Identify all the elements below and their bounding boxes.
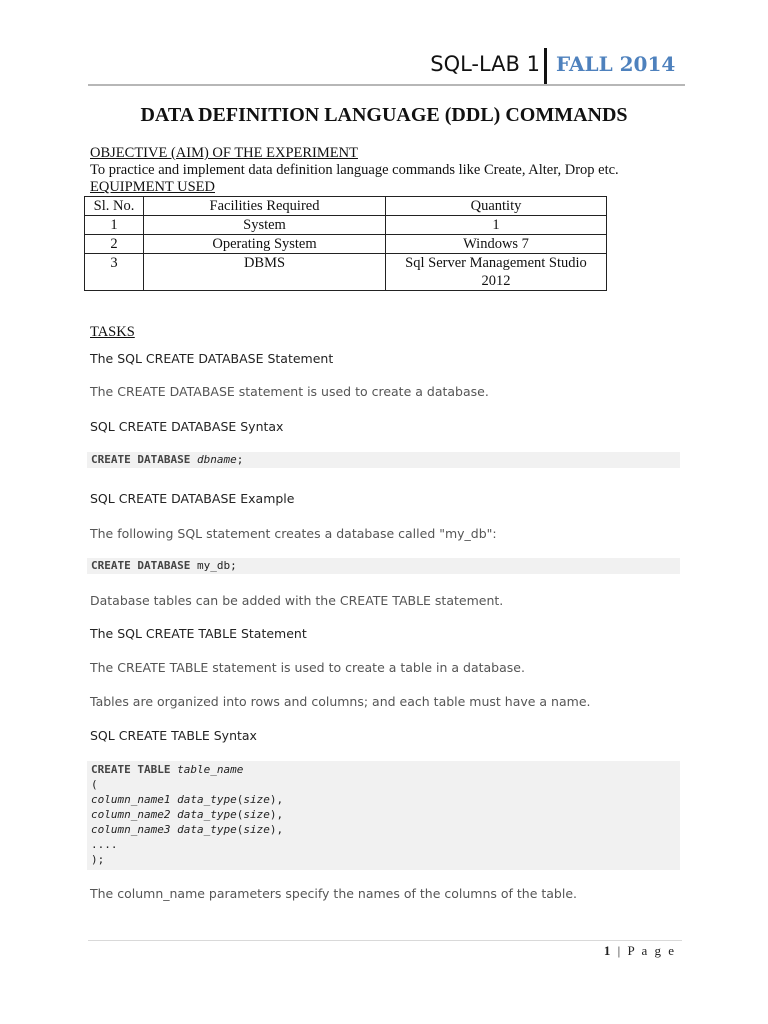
header-separator xyxy=(544,48,547,84)
table-cell: DBMS xyxy=(144,254,386,291)
create-table-note: Tables are organized into rows and columns; and each table must have a name. xyxy=(90,694,591,709)
equipment-heading: EQUIPMENT USED xyxy=(90,179,215,195)
table-cell: 2 xyxy=(85,235,144,254)
code-argument: my_db; xyxy=(196,559,237,572)
page-title: DATA DEFINITION LANGUAGE (DDL) COMMANDS xyxy=(140,104,628,126)
create-db-syntax-code xyxy=(87,452,680,468)
create-db-example-code xyxy=(87,558,680,574)
create-table-syntax-code xyxy=(87,761,680,870)
objective-text: To practice and implement data definition language commands like Create, Alter, Drop etc. xyxy=(90,162,619,178)
table-row xyxy=(85,254,607,291)
create-db-example-heading: SQL CREATE DATABASE Example xyxy=(90,491,295,506)
column-header-facilities: Facilities Required xyxy=(144,197,386,216)
page-label: | P a g e xyxy=(617,943,676,958)
create-table-description: The CREATE TABLE statement is used to create a table in a database. xyxy=(90,660,525,675)
table-cell: 3 xyxy=(85,254,144,291)
objective-heading: OBJECTIVE (AIM) OF THE EXPERIMENT xyxy=(90,145,358,161)
table-cell: System xyxy=(144,216,386,235)
create-db-description: The CREATE DATABASE statement is used to create a database. xyxy=(90,384,489,399)
code-table-name: table_name xyxy=(177,763,244,776)
table-cell: Sql Server Management Studio 2012 xyxy=(386,254,607,291)
code-keyword: CREATE DATABASE xyxy=(91,559,191,572)
table-cell: Operating System xyxy=(144,235,386,254)
tables-note: Database tables can be added with the CREATE TABLE statement. xyxy=(90,593,504,608)
create-table-heading: The SQL CREATE TABLE Statement xyxy=(90,626,307,641)
footer-rule xyxy=(88,940,682,941)
page-header xyxy=(88,48,685,86)
code-argument: dbname xyxy=(196,453,237,466)
table-cell: 1 xyxy=(85,216,144,235)
code-open-paren: ( xyxy=(91,778,98,791)
code-keyword: CREATE DATABASE xyxy=(91,453,191,466)
column-param-description: The column_name parameters specify the names of the columns of the table. xyxy=(90,886,577,901)
header-lab-label: SQL-LAB 1 xyxy=(430,52,540,76)
code-column-line: column_name3 data_type(size), xyxy=(91,823,284,836)
create-table-syntax-heading: SQL CREATE TABLE Syntax xyxy=(90,728,257,743)
table-cell: Windows 7 xyxy=(386,235,607,254)
create-db-heading: The SQL CREATE DATABASE Statement xyxy=(90,351,334,366)
code-column-line: column_name2 data_type(size), xyxy=(91,808,284,821)
code-column-line: column_name1 data_type(size), xyxy=(91,793,284,806)
equipment-table xyxy=(84,196,607,291)
table-header-row xyxy=(85,197,607,216)
header-term-label: FALL 2014 xyxy=(556,52,676,76)
table-row xyxy=(85,235,607,254)
footer-page-number xyxy=(604,943,676,959)
code-close-paren: ); xyxy=(91,853,105,866)
tasks-heading: TASKS xyxy=(90,324,135,340)
code-terminator: ; xyxy=(236,453,244,466)
table-cell: 1 xyxy=(386,216,607,235)
create-db-syntax-heading: SQL CREATE DATABASE Syntax xyxy=(90,419,284,434)
column-header-sl-no: Sl. No. xyxy=(85,197,144,216)
page-number: 1 xyxy=(603,943,613,958)
create-db-example-description: The following SQL statement creates a database called "my_db": xyxy=(90,526,497,541)
code-keyword: CREATE TABLE xyxy=(91,763,171,776)
table-row xyxy=(85,216,607,235)
code-ellipsis: .... xyxy=(91,838,118,851)
column-header-quantity: Quantity xyxy=(386,197,607,216)
